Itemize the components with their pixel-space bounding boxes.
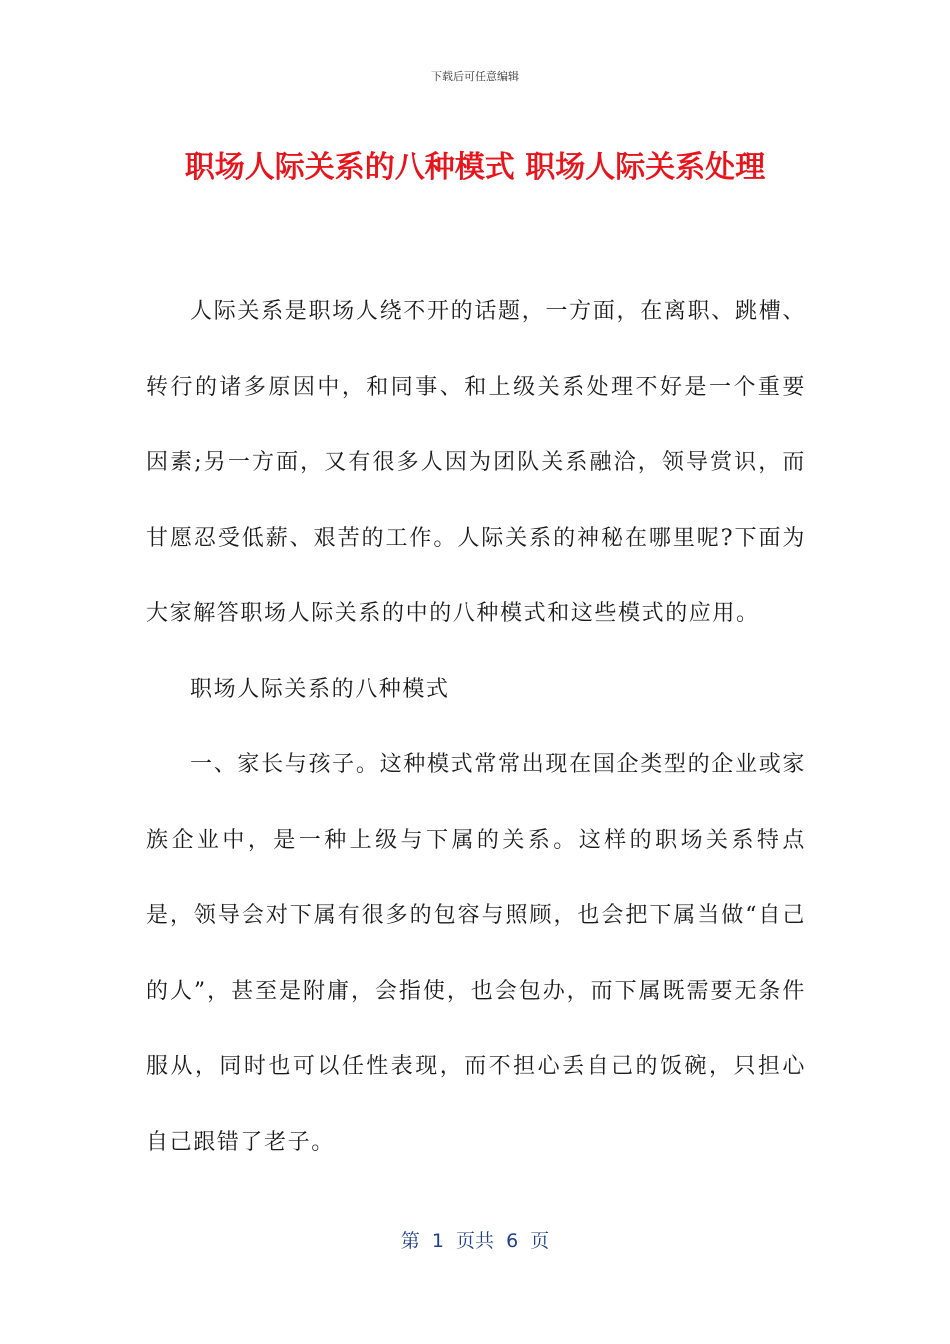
paragraph-mode-one: 一、家长与孩子。这种模式常常出现在国企类型的企业或家族企业中，是一种上级与下属的关系。这样的职场关系特点是，领导会对下属有很多的包容与照顾，也会把下属当做“自己的人”，甚至是附庸，会指使，也会包办，而下属既需要无条件服从，同时也可以任性表现，而不担心丢自己的饭碗，只担心自己跟错了老子。 <box>146 752 806 1155</box>
document-title: 职场人际关系的八种模式 职场人际关系处理 <box>184 150 766 185</box>
paragraph-intro: 人际关系是职场人绕不开的话题，一方面，在离职、跳槽、转行的诸多原因中，和同事、和上级关系处理不好是一个重要因素;另一方面，又有很多人因为团队关系融洽，领导赏识，而甘愿忍受低薪、艰苦的工作。人际关系的神秘在哪里呢?下面为大家解答职场人际关系的中的八种模式和这些模式的应用。 <box>146 299 806 626</box>
header-note: 下载后可任意编辑 <box>431 70 519 83</box>
paragraph-section-heading: 职场人际关系的八种模式 <box>190 676 450 702</box>
page-number-footer: 第 1 页共 6 页 <box>400 1230 550 1252</box>
document-body <box>146 274 806 1180</box>
